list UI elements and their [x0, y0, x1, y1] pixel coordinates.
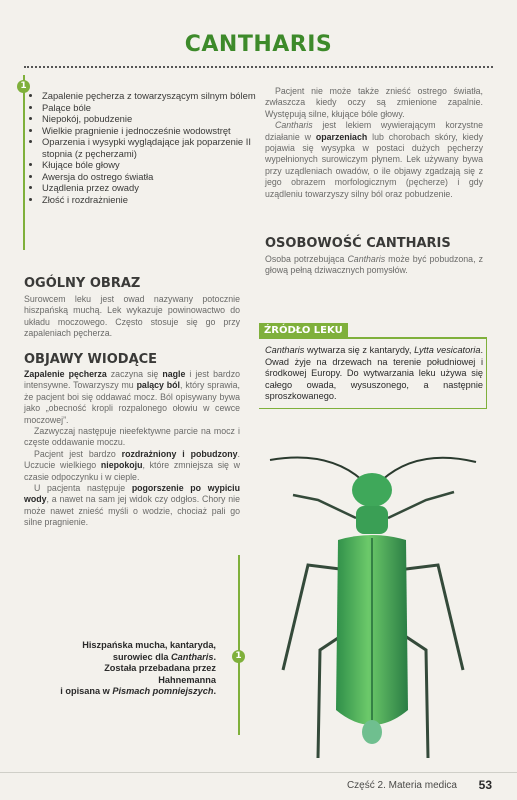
personality-heading: OSOBOWOŚĆ CANTHARIS: [265, 236, 451, 251]
list-item: • Uządlenia przez owady: [42, 182, 262, 194]
accent-line-top: [23, 75, 25, 250]
symptom-list: [30, 90, 262, 205]
footer-divider: [0, 772, 517, 773]
dotted-divider: [24, 66, 493, 68]
list-item: • Zapalenie pęcherza z towarzyszącym silnym bólem: [42, 90, 262, 102]
personality-text: Osoba potrzebująca Cantharis może być pobudzona, z głową pełną dziwacznych pomysłów.: [265, 254, 483, 276]
list-item: • Kłujące bóle głowy: [42, 159, 262, 171]
page-title: CANTHARIS: [184, 32, 333, 57]
footer-section: Część 2. Materia medica: [346, 780, 457, 791]
general-heading: OGÓLNY OBRAZ: [24, 276, 141, 291]
list-item: • Palące bóle: [42, 102, 262, 114]
leading-text: Zapalenie pęcherza zaczyna się nagle i jest bardzo intensywne. Towarzyszy mu palący ból, który sprawia, że pacjent boi się oddawać mocz. Ból opisywany bywa jako „obecność kropli rozpalonego ołowiu w cewce moczowej”. Zazwyczaj następuje nieefektywne parcie na mocz i częste oddawanie moczu. Pacjent jest bardzo rozdrażniony i pobudzony. Uczucie wielkiego niepokoju, które zmniejsza się w czasie odpoczynku i w cieple. U pacjenta następuje pogorszenie po wypiciu wody, a nawet na sam jej widok czy odgłos. Chory nie może nawet znieść myśli o wodzie, chociaż pali go silne pragnienie.: [24, 369, 241, 528]
list-item: • Awersja do ostrego światła: [42, 171, 262, 183]
accent-line-bottom: [238, 555, 240, 735]
list-item: • Wielkie pragnienie i jednocześnie wodowstręt: [42, 125, 262, 137]
source-label: ŹRÓDŁO LEKU: [259, 323, 348, 337]
beetle-image: [258, 440, 488, 760]
leading-heading: OBJAWY WIODĄCE: [24, 352, 158, 367]
list-item: • Złość i rozdrażnienie: [42, 194, 262, 206]
right-column-text: Pacjent nie może także znieść ostrego światła, zwłaszcza kiedy oczy są zmienione zapalnie. Występują silne, kłujące bóle głowy. Cantharis jest lekiem wywierającym korzystne działanie w oparzeniach lub chorobach skóry, kiedy pojawia się wysypka w postaci dużych pęcherzy wypełnionych surowiczym płynem. Lek używany bywa przy uządleniach owadów, o ile objawy zgadzają się z jego obrazem morfologicznym (pęcherze) i gdy uządleniu towarzyszy silny ból oraz pobudzenie.: [265, 86, 483, 199]
image-caption: Hiszpańska mucha, kantaryda, surowiec dla Cantharis. Została przebadana przez Hahnemanna i opisana w Pismach pomniejszych.: [60, 640, 216, 696]
general-text: Surowcem leku jest owad nazywany potocznie hiszpańską muchą. Lek wykazuje powinowactwo do układu moczowego. Często stosuje się go przy zapaleniach pęcherza.: [24, 294, 240, 339]
list-item: • Niepokój, pobudzenie: [42, 113, 262, 125]
source-text: Cantharis wytwarza się z kantarydy, Lytta vesicatoria. Owad żyje na drzewach na terenie południowej i środkowej Europy. Do wytwarzania leku używa się całego owada, wysuszonego, a następnie sproszkowanego.: [265, 345, 483, 402]
page-number: 53: [478, 778, 492, 792]
marker-bottom: 1: [232, 650, 245, 663]
list-item: • Oparzenia i wysypki wyglądające jak poparzenie II stopnia (z pęcherzami): [42, 136, 262, 159]
marker-top: 1: [17, 80, 30, 93]
